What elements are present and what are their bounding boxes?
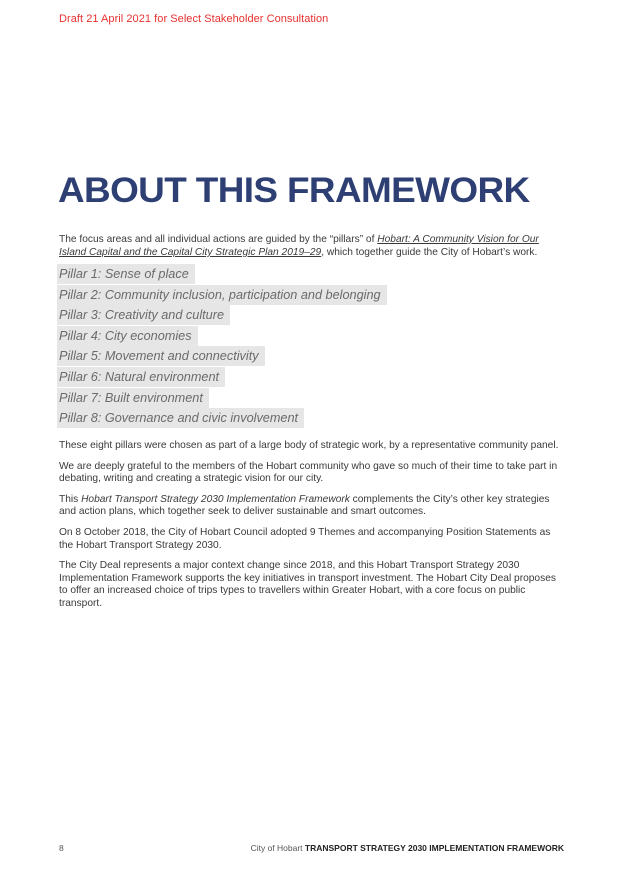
pillar-label: Pillar 5: Movement and connectivity	[57, 346, 265, 366]
paragraph-city-deal: The City Deal represents a major context change since 2018, and this Hobart Transport Strategy 2030 Implementation Framework supports the key initiatives in transport investment. The Hobart City Deal proposes to offer an increased choice of trips types to travellers within Greater Hobart, with a core focus on public transport.	[59, 560, 556, 609]
pillar-item	[57, 367, 387, 388]
pillar-label: Pillar 3: Creativity and culture	[57, 305, 230, 325]
intro-text-before: The focus areas and all individual actions are guided by the “pillars” of	[59, 234, 378, 245]
pillar-item	[57, 388, 387, 409]
paragraph-adoption: On 8 October 2018, the City of Hobart Council adopted 9 Themes and accompanying Position Statements as the Hobart Transport Strategy 2030.	[59, 526, 551, 551]
page-title: ABOUT THIS FRAMEWORK	[58, 170, 530, 210]
intro-paragraph	[59, 233, 559, 259]
intro-text-after: , which together guide the City of Hobart’s work.	[321, 247, 538, 258]
pillar-label: Pillar 6: Natural environment	[57, 367, 225, 387]
framework-suffix: complements the City’s other key strategies and action plans, which together seek to deliver sustainable and smart outcomes.	[59, 493, 550, 518]
page-number: 8	[59, 843, 64, 853]
paragraph-framework	[59, 494, 559, 519]
pillar-label: Pillar 2: Community inclusion, participation and belonging	[57, 285, 387, 305]
footer-org: City of Hobart	[250, 843, 305, 853]
pillar-label: Pillar 8: Governance and civic involvement	[57, 408, 304, 428]
paragraph-pillars-origin: These eight pillars were chosen as part of a large body of strategic work, by a representative community panel.	[59, 440, 559, 451]
strategic-plan-link[interactable]: Hobart: A Community Vision for Our Island Capital and the Capital City Strategic Plan 2019–29	[59, 234, 539, 258]
footer-document-title: TRANSPORT STRATEGY 2030 IMPLEMENTATION FRAMEWORK	[304, 843, 564, 853]
draft-note: Draft 21 April 2021 for Select Stakeholder Consultation	[59, 13, 329, 25]
pillar-item	[57, 264, 387, 285]
pillar-label: Pillar 4: City economies	[57, 326, 198, 346]
pillar-label: Pillar 1: Sense of place	[57, 264, 195, 284]
pillar-label: Pillar 7: Built environment	[57, 388, 209, 408]
footer-title	[251, 843, 564, 853]
pillar-item	[57, 346, 387, 367]
pillar-list	[57, 264, 387, 429]
framework-title: Hobart Transport Strategy 2030 Implementation Framework	[81, 493, 350, 505]
body-text	[59, 440, 559, 619]
pillar-item	[57, 408, 387, 429]
pillar-item	[57, 326, 387, 347]
framework-prefix: This	[59, 493, 82, 505]
pillar-item	[57, 285, 387, 306]
paragraph-gratitude: We are deeply grateful to the members of the Hobart community who gave so much of their time to take part in debating, writing and creating a strategic vision for our city.	[59, 460, 558, 485]
pillar-item	[57, 305, 387, 326]
